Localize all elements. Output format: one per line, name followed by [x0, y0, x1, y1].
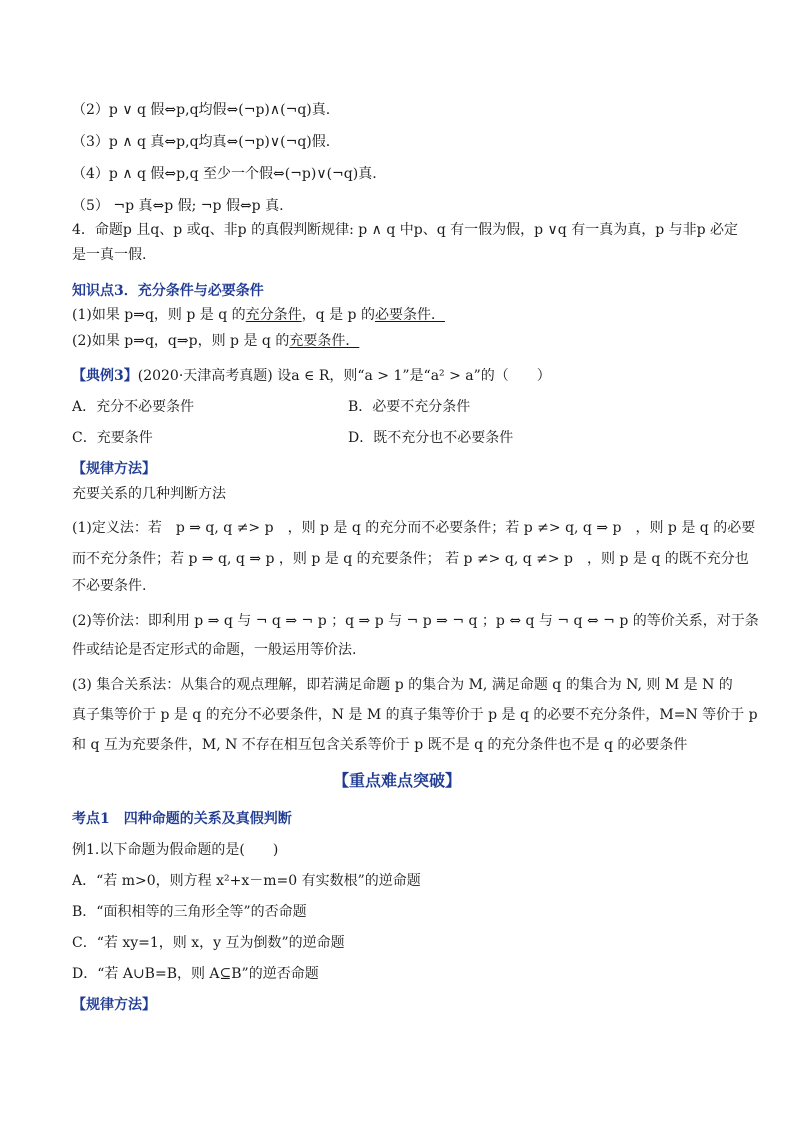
section-3-title: 知识点3．充分条件与必要条件 — [72, 283, 264, 299]
sufficient-term: 充分条件 — [245, 307, 302, 323]
condition-line-2 — [72, 331, 722, 351]
example-3-option-c: C．充要条件 — [72, 430, 153, 446]
method-intro: 充要关系的几种判断方法 — [72, 486, 226, 502]
truth-rule-2: （2）p ∨ q 假⇔p,q均假⇔(¬p)∧(¬q)真. — [72, 102, 331, 118]
kaodian-1-title: 考点1 四种命题的关系及真假判断 — [72, 811, 292, 827]
definition-method-line-3: 不必要条件. — [72, 578, 147, 594]
condition-1-middle: ，q 是 p 的 — [301, 307, 375, 323]
example-3-option-b: B．必要不充分条件 — [348, 399, 471, 415]
example-1-option-d: D．“若 A∪B=B，则 A⊆B”的逆否命题 — [72, 966, 319, 982]
example-3-text: (2020·天津高考真题) 设a ∈ R，则“a > 1”是“a² > a”的（ ） — [137, 368, 551, 384]
example-1-question: 例1.以下命题为假命题的是( ) — [72, 842, 279, 858]
example-1-option-b: B．“面积相等的三角形全等”的否命题 — [72, 904, 307, 920]
method-heading: 【规律方法】 — [72, 461, 156, 477]
condition-1-prefix: (1)如果 p⇒q，则 p 是 q 的 — [72, 307, 246, 323]
truth-rule-3: （3）p ∧ q 真⇔p,q均真⇔(¬p)∨(¬q)假. — [72, 134, 331, 150]
example-3-option-d: D．既不充分也不必要条件 — [348, 430, 514, 446]
equivalence-method-line-1: (2)等价法：即利用 p ⇒ q 与 ¬ q ⇒ ¬ p ；q ⇒ p 与 ¬ p ⇒ ¬ q ；p ⇔ q 与 ¬ q ⇔ ¬ p 的等价关系，对于条 — [72, 613, 759, 629]
set-method-line-2: 真子集等价于 p 是 q 的充分不必要条件，N 是 M 的真子集等价于 p 是 q 的必要不充分条件，M=N 等价于 p — [72, 707, 758, 723]
example-3-option-a: A．充分不必要条件 — [72, 399, 195, 415]
example-3-question — [72, 366, 722, 386]
method-heading-2: 【规律方法】 — [72, 997, 156, 1013]
example-3-label: 【典例3】 — [72, 368, 138, 384]
rule-4-line-2: 是一真一假. — [72, 247, 147, 263]
truth-rule-4: （4）p ∧ q 假⇔p,q 至少一个假⇔(¬p)∨(¬q)真. — [72, 166, 377, 182]
breakthrough-title: 【重点难点突破】 — [332, 771, 461, 790]
equivalence-method-line-2: 件或结论是否定形式的命题，一般运用等价法. — [72, 642, 357, 658]
set-method-line-1: (3) 集合关系法：从集合的观点理解，即若满足命题 p 的集合为 M, 满足命题 q 的集合为 N, 则 M 是 N 的 — [72, 677, 733, 693]
example-1-option-a: A．“若 m>0，则方程 x²+x－m=0 有实数根”的逆命题 — [72, 873, 421, 889]
definition-method-line-1: (1)定义法：若 p ⇒ q, q ≠> p ，则 p 是 q 的充分而不必要条件；若 p ≠> q, q ⇒ p ，则 p 是 q 的必要 — [72, 520, 756, 536]
example-1-option-c: C．“若 xy=1，则 x，y 互为倒数”的逆命题 — [72, 935, 345, 951]
necessary-term: 必要条件． — [374, 307, 445, 323]
condition-line-1 — [72, 305, 722, 325]
necessary-sufficient-term: 充要条件． — [289, 333, 360, 349]
truth-rule-5: （5） ¬p 真⇔p 假; ¬p 假⇔p 真. — [72, 198, 284, 214]
condition-2-prefix: (2)如果 p⇒q，q⇒p，则 p 是 q 的 — [72, 333, 290, 349]
set-method-line-3: 和 q 互为充要条件，M, N 不存在相互包含关系等价于 p 既不是 q 的充分条件也不是 q 的必要条件 — [72, 737, 688, 753]
rule-4-line-1: 4．命题p 且q、p 或q、非p 的真假判断规律: p ∧ q 中p、q 有一假为假，p ∨q 有一真为真，p 与非p 必定 — [72, 222, 739, 238]
definition-method-line-2: 而不充分条件；若 p ⇒ q, q ⇒ p ，则 p 是 q 的充要条件； 若 p ≠> q, q ≠> p ，则 p 是 q 的既不充分也 — [72, 551, 749, 567]
